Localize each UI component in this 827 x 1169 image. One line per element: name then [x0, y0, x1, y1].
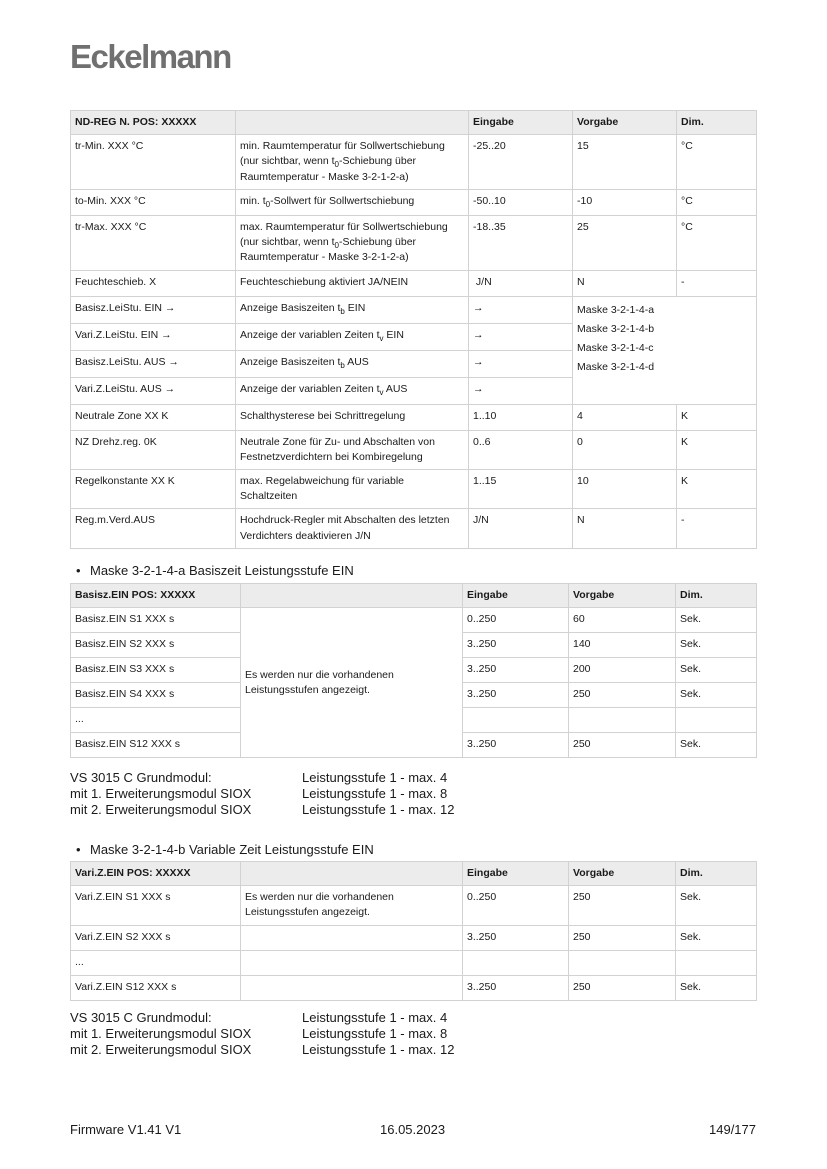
table-row: [71, 404, 757, 430]
param-dim: K: [677, 430, 757, 469]
param-dim: K: [677, 469, 757, 508]
param-name: ...: [71, 950, 241, 975]
param-name: Basisz.EIN S1 XXX s: [71, 608, 241, 633]
param-name: Basisz.EIN S12 XXX s: [71, 733, 241, 758]
param-eingabe: J/N: [469, 509, 573, 548]
info-row: VS 3015 C Grundmodul: Leistungsstufe 1 - max. 4: [70, 770, 448, 785]
param-vorgabe: [569, 950, 676, 975]
param-desc: Anzeige Basiszeiten $t_b$ AUS: [236, 350, 469, 377]
page-footer: [70, 1122, 756, 1138]
param-name: to-Min. XXX °C: [71, 189, 236, 215]
param-vorgabe: 250: [569, 925, 676, 950]
table-row: [71, 270, 757, 296]
maske-link[interactable]: Maske 3-2-1-4-d: [577, 360, 655, 373]
footer-date: 16.05.2023: [380, 1122, 446, 1137]
param-name: Basisz.EIN S3 XXX s: [71, 658, 241, 683]
param-name: Regelkonstante XX K: [71, 469, 236, 508]
param-eingabe: [463, 708, 569, 733]
empty-cell: [241, 950, 463, 975]
param-desc: Neutrale Zone für Zu- und Abschalten von Festnetzverdichtern bei Kombiregelung: [236, 430, 469, 469]
param-desc: Hochdruck-Regler mit Abschalten des letzten Verdichters deaktivieren J/N: [236, 509, 469, 548]
table-row: [71, 509, 757, 548]
param-eingabe: →: [469, 296, 573, 323]
table-row: [71, 886, 757, 925]
param-vorgabe: 60: [569, 608, 676, 633]
bullet: •: [76, 842, 81, 857]
param-name: ...: [71, 708, 241, 733]
table-row: [71, 469, 757, 508]
header-cell: Eingabe: [463, 862, 569, 886]
info-row: mit 1. Erweiterungsmodul SIOX Leistungsstufe 1 - max. 8: [70, 1026, 448, 1041]
param-vorgabe: 200: [569, 658, 676, 683]
module-info: [70, 1010, 454, 1058]
header-cell: [236, 111, 469, 135]
param-vorgabe: N: [573, 509, 677, 548]
table-row: [71, 189, 757, 215]
param-eingabe: →: [469, 323, 573, 350]
page-number: 149/177: [709, 1122, 756, 1137]
param-eingabe: 3..250: [463, 658, 569, 683]
param-eingabe: J/N: [469, 270, 573, 296]
param-eingabe: 3..250: [463, 633, 569, 658]
maske-link[interactable]: Maske 3-2-1-4-a: [577, 303, 655, 316]
header-cell: Vorgabe: [569, 862, 676, 886]
section-heading: [76, 563, 354, 578]
param-vorgabe: 250: [569, 886, 676, 925]
param-vorgabe: 250: [569, 683, 676, 708]
param-desc: max. Regelabweichung für variable Schaltzeiten: [236, 469, 469, 508]
param-dim: Sek.: [676, 633, 757, 658]
param-vorgabe: 15: [573, 135, 677, 190]
param-vorgabe: 140: [569, 633, 676, 658]
info-row: mit 2. Erweiterungsmodul SIOX Leistungsstufe 1 - max. 12: [70, 802, 455, 817]
param-desc: Anzeige der variablen Zeiten $t_v$ EIN: [236, 323, 469, 350]
param-eingabe: 3..250: [463, 683, 569, 708]
param-desc: Schalthysterese bei Schrittregelung: [236, 404, 469, 430]
param-eingabe: →: [469, 350, 573, 377]
param-vorgabe: -10: [573, 189, 677, 215]
param-name: Reg.m.Verd.AUS: [71, 509, 236, 548]
header-cell: Vorgabe: [569, 584, 676, 608]
note: Es werden nur die vorhandenen Leistungsstufen angezeigt.: [241, 886, 463, 925]
param-name: Basisz.EIN S2 XXX s: [71, 633, 241, 658]
param-name: Basisz.LeiStu. EIN →: [71, 296, 236, 323]
header-cell: Dim.: [676, 862, 757, 886]
header-cell: Vorgabe: [573, 111, 677, 135]
param-name: Vari.Z.EIN S12 XXX s: [71, 975, 241, 1000]
param-eingabe: -18..35: [469, 215, 573, 270]
info-row: mit 1. Erweiterungsmodul SIOX Leistungsstufe 1 - max. 8: [70, 786, 448, 801]
param-name: Feuchteschieb. X: [71, 270, 236, 296]
param-dim: -: [677, 270, 757, 296]
param-desc: Feuchteschiebung aktiviert JA/NEIN: [236, 270, 469, 296]
header-cell: [241, 584, 463, 608]
param-name: Vari.Z.LeiStu. EIN →: [71, 323, 236, 350]
param-dim: [676, 950, 757, 975]
param-dim: °C: [677, 135, 757, 190]
nd-reg-table: [70, 110, 757, 549]
basisz-ein-table: [70, 583, 757, 758]
param-vorgabe: 10: [573, 469, 677, 508]
param-desc: min. $t_0$-Sollwert für Sollwertschiebung: [236, 189, 469, 215]
param-eingabe: 0..250: [463, 608, 569, 633]
module-info: [70, 770, 454, 818]
param-vorgabe: 25: [573, 215, 677, 270]
param-name: tr-Min. XXX °C: [71, 135, 236, 190]
param-dim: -: [677, 509, 757, 548]
info-row: mit 2. Erweiterungsmodul SIOX Leistungsstufe 1 - max. 12: [70, 1042, 455, 1057]
param-name: Vari.Z.EIN S1 XXX s: [71, 886, 241, 925]
param-eingabe: 1..15: [469, 469, 573, 508]
maske-link[interactable]: Maske 3-2-1-4-c: [577, 341, 654, 354]
info-row: VS 3015 C Grundmodul: Leistungsstufe 1 - max. 4: [70, 1010, 448, 1025]
param-vorgabe: N: [573, 270, 677, 296]
param-vorgabe: 250: [569, 733, 676, 758]
param-name: Vari.Z.LeiStu. AUS →: [71, 377, 236, 404]
table-row: [71, 296, 757, 323]
maske-link[interactable]: Maske 3-2-1-4-b: [577, 322, 655, 335]
param-eingabe: -25..20: [469, 135, 573, 190]
param-name: Vari.Z.EIN S2 XXX s: [71, 925, 241, 950]
section-heading-text: Maske 3-2-1-4-b Variable Zeit Leistungsstufe EIN: [90, 842, 374, 857]
header-cell: Dim.: [677, 111, 757, 135]
header-cell: Basisz.EIN POS: XXXXX: [71, 584, 241, 608]
table-row: [71, 950, 757, 975]
param-dim: Sek.: [676, 658, 757, 683]
param-eingabe: [463, 950, 569, 975]
header-cell: Dim.: [676, 584, 757, 608]
param-eingabe: 3..250: [463, 925, 569, 950]
param-dim: Sek.: [676, 733, 757, 758]
param-vorgabe: 4: [573, 404, 677, 430]
section-heading: [76, 842, 374, 857]
param-eingabe: 0..6: [469, 430, 573, 469]
param-name: Neutrale Zone XX K: [71, 404, 236, 430]
param-desc: min. Raumtemperatur für Sollwertschiebung (nur sichtbar, wenn $t_0$-Schiebung über Raumtemperatur - Maske 3-2-1-2-a): [236, 135, 469, 190]
table-row: [71, 925, 757, 950]
table-row: [71, 975, 757, 1000]
param-dim: Sek.: [676, 683, 757, 708]
header-cell: Vari.Z.EIN POS: XXXXX: [71, 862, 241, 886]
maske-links: [573, 296, 757, 404]
bullet: •: [76, 563, 81, 578]
eckelmann-logo: Eckelmann: [70, 38, 231, 75]
param-dim: °C: [677, 215, 757, 270]
table-row: [71, 135, 757, 190]
empty-cell: [241, 975, 463, 1000]
note: Es werden nur die vorhandenen Leistungsstufen angezeigt.: [241, 608, 463, 758]
param-eingabe: -50..10: [469, 189, 573, 215]
param-eingabe: 3..250: [463, 975, 569, 1000]
param-eingabe: 0..250: [463, 886, 569, 925]
table-header-row: [71, 111, 757, 135]
empty-cell: [241, 925, 463, 950]
param-dim: [676, 708, 757, 733]
param-dim: Sek.: [676, 925, 757, 950]
param-desc: Anzeige Basiszeiten $t_b$ EIN: [236, 296, 469, 323]
param-vorgabe: 0: [573, 430, 677, 469]
param-dim: Sek.: [676, 886, 757, 925]
param-dim: Sek.: [676, 975, 757, 1000]
param-desc: max. Raumtemperatur für Sollwertschiebung (nur sichtbar, wenn $t_0$-Schiebung über Raumtemperatur - Maske 3-2-1-2-a): [236, 215, 469, 270]
table-row: [71, 608, 757, 633]
section-heading-text: Maske 3-2-1-4-a Basiszeit Leistungsstufe EIN: [90, 563, 354, 578]
param-dim: K: [677, 404, 757, 430]
param-name: tr-Max. XXX °C: [71, 215, 236, 270]
param-eingabe: 3..250: [463, 733, 569, 758]
firmware-version: Firmware V1.41 V1: [70, 1122, 182, 1137]
param-eingabe: 1..10: [469, 404, 573, 430]
header-cell: Eingabe: [463, 584, 569, 608]
param-name: Basisz.EIN S4 XXX s: [71, 683, 241, 708]
param-vorgabe: 250: [569, 975, 676, 1000]
header-cell: ND-REG N. POS: XXXXX: [71, 111, 236, 135]
param-desc: Anzeige der variablen Zeiten $t_v$ AUS: [236, 377, 469, 404]
table-header-row: [71, 584, 757, 608]
table-header-row: [71, 862, 757, 886]
table-row: [71, 215, 757, 270]
param-dim: Sek.: [676, 608, 757, 633]
header-cell: Eingabe: [469, 111, 573, 135]
param-dim: °C: [677, 189, 757, 215]
param-name: NZ Drehz.reg. 0K: [71, 430, 236, 469]
param-name: Basisz.LeiStu. AUS →: [71, 350, 236, 377]
table-row: [71, 430, 757, 469]
param-eingabe: →: [469, 377, 573, 404]
param-vorgabe: [569, 708, 676, 733]
vari-z-ein-table: [70, 861, 757, 1001]
header-cell: [241, 862, 463, 886]
